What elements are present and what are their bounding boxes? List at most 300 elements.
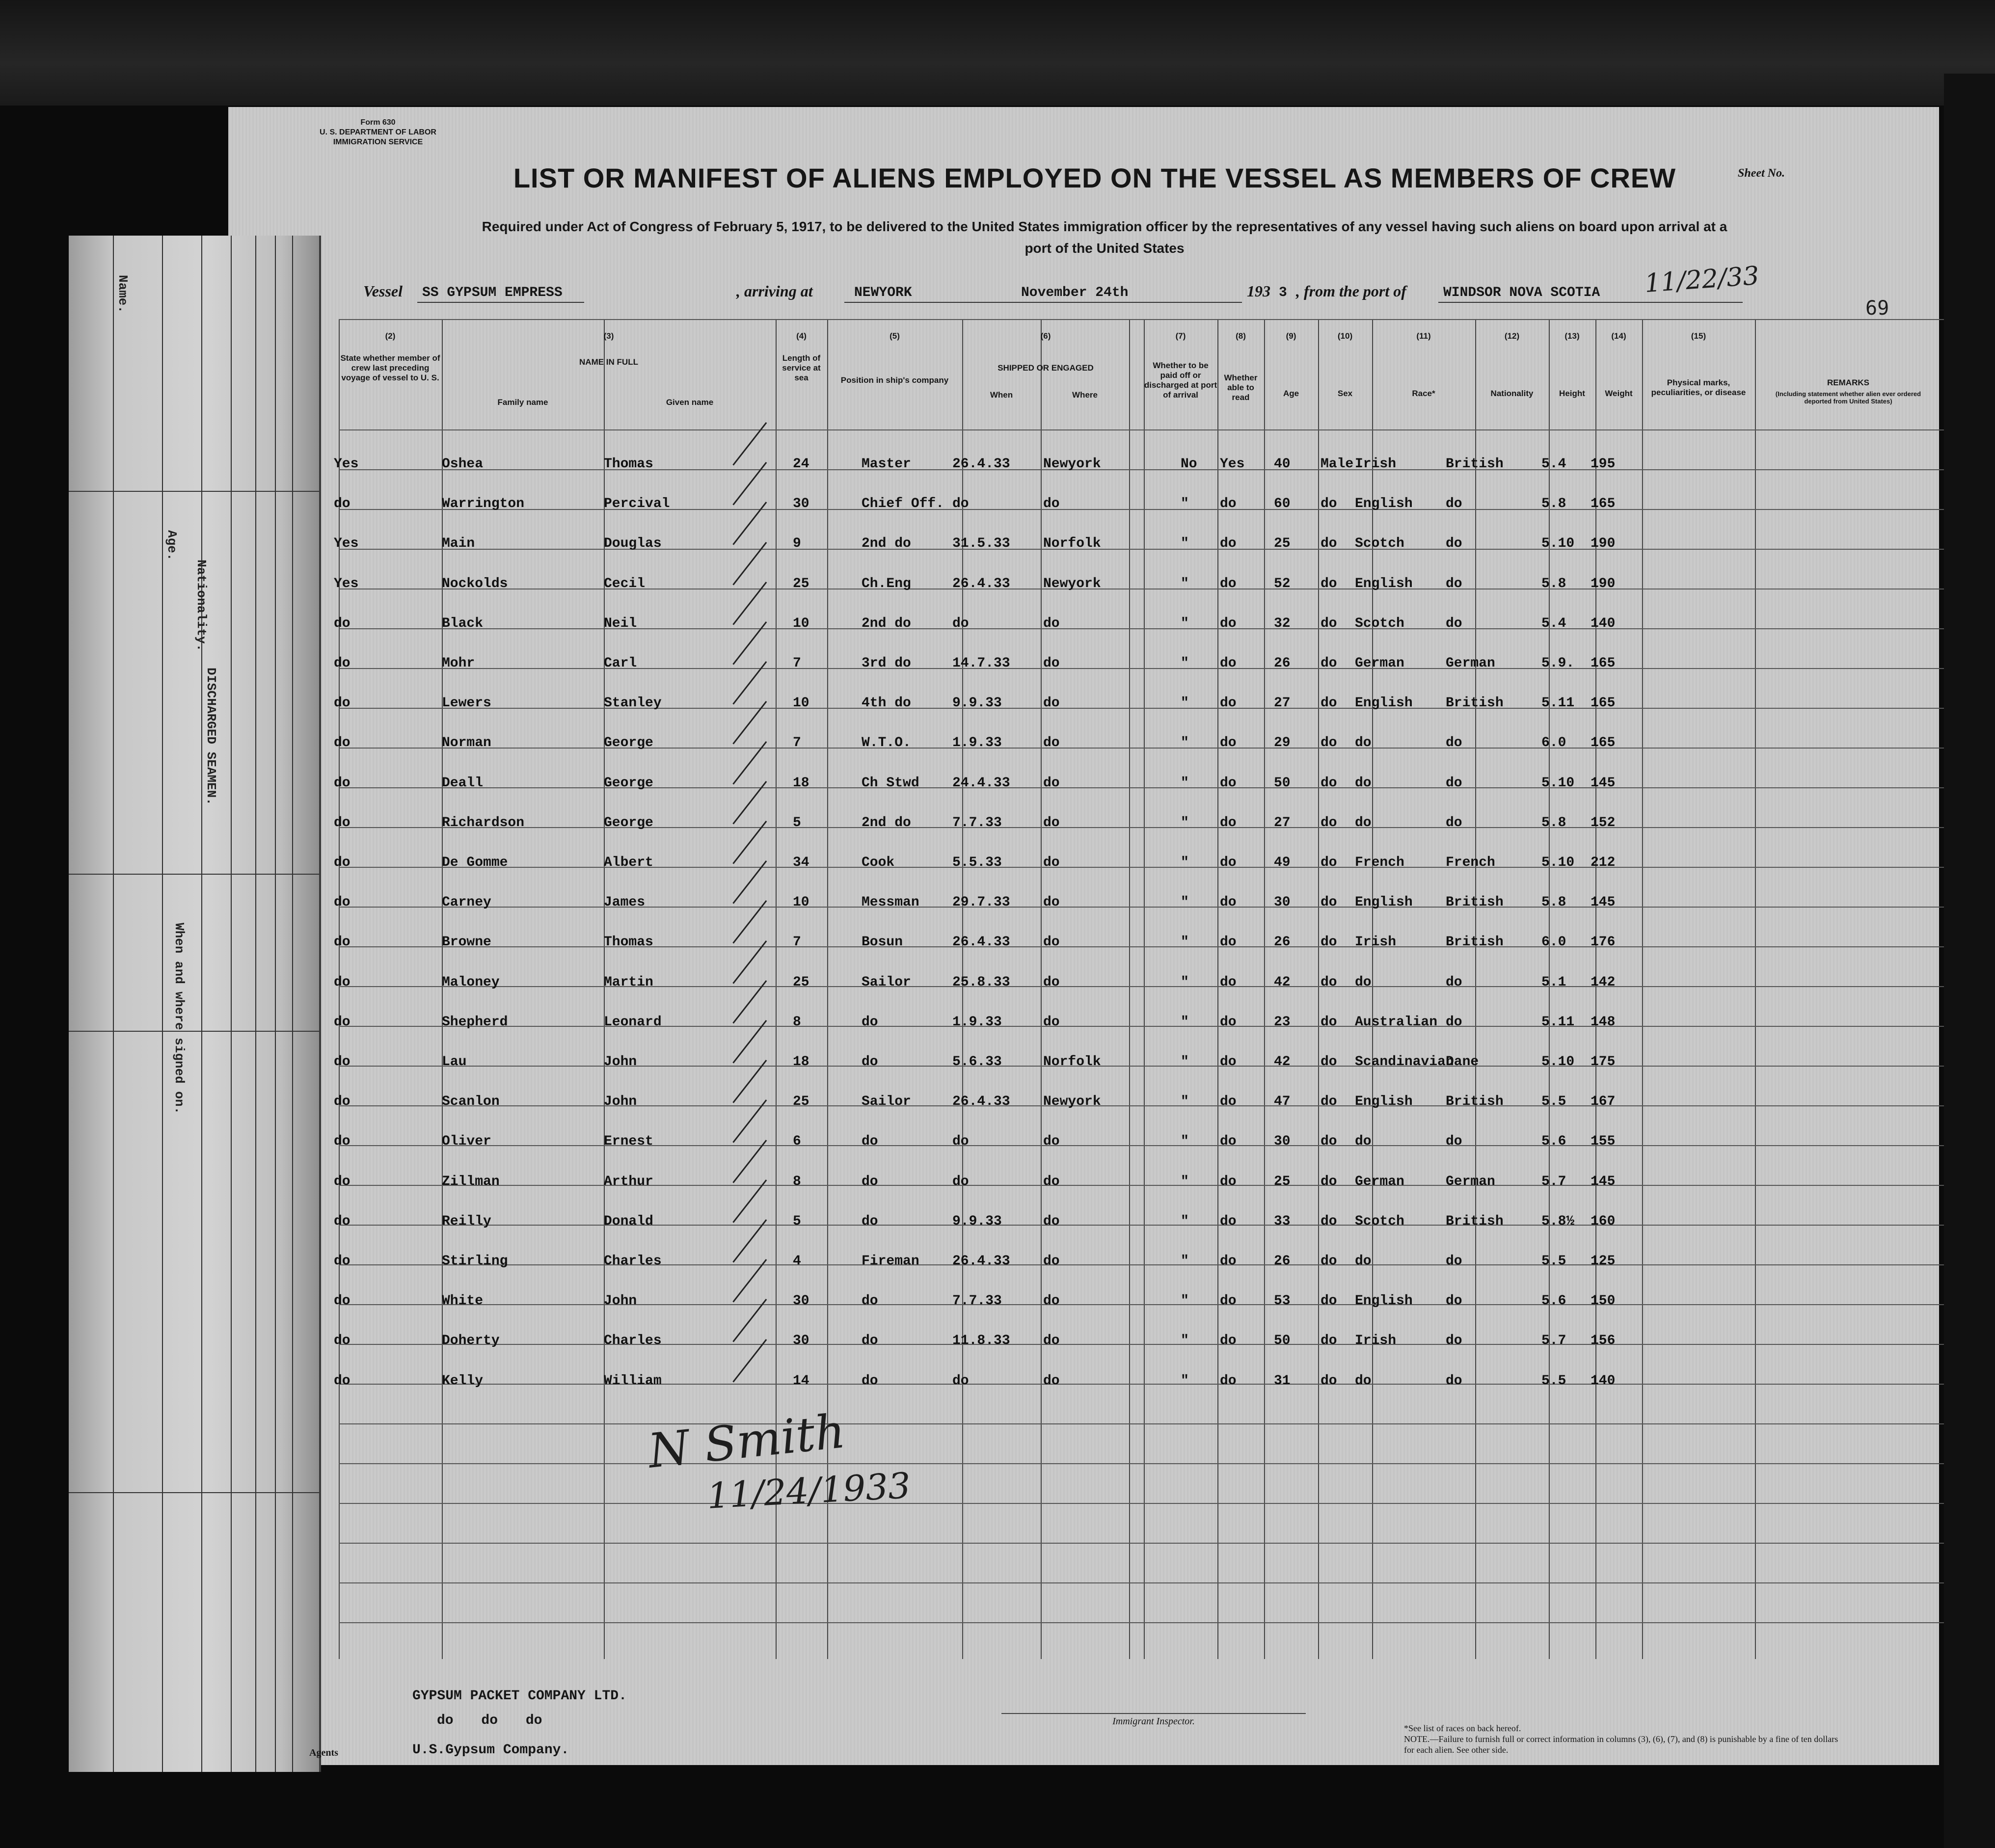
family-name-cell: Stirling <box>442 1254 508 1269</box>
sex-cell: do <box>1321 935 1337 950</box>
table-row-line <box>339 1225 1944 1226</box>
position-cell: do <box>862 1054 878 1070</box>
able-to-read-cell: do <box>1220 775 1237 791</box>
shipped-when-cell: do <box>952 1373 969 1389</box>
nationality-cell: British <box>1446 935 1504 950</box>
age-cell: 27 <box>1274 815 1291 830</box>
able-to-read-cell: do <box>1220 536 1237 552</box>
col-10-number: (10) <box>1337 331 1353 341</box>
paid-off-cell: " <box>1181 1254 1189 1269</box>
shipped-where-cell: do <box>1043 1213 1060 1229</box>
col-11-header: Race* <box>1412 389 1435 398</box>
nationality-cell: British <box>1446 895 1504 911</box>
table-row-line <box>339 319 1944 320</box>
table-column-line <box>1318 319 1319 1659</box>
fold-row-line <box>69 874 319 875</box>
age-cell: 25 <box>1274 536 1291 552</box>
table-row-line <box>339 1304 1944 1305</box>
page-number: 69 <box>1865 297 1889 320</box>
nationality-cell: do <box>1446 576 1462 591</box>
given-name-cell: Albert <box>604 855 653 870</box>
service-length-cell: 5 <box>793 1213 801 1229</box>
arrival-port: NEWYORK <box>854 285 912 300</box>
family-name-cell: Main <box>442 536 475 552</box>
company-name: GYPSUM PACKET COMPANY LTD. <box>412 1688 627 1704</box>
agents-name: U.S.Gypsum Company. <box>412 1742 569 1758</box>
race-cell: do <box>1355 1254 1372 1269</box>
age-cell: 33 <box>1274 1213 1291 1229</box>
height-cell: 5.8 <box>1541 576 1566 591</box>
last-voyage-cell: do <box>334 1293 350 1309</box>
shipped-when-cell: 7.7.33 <box>952 815 1002 830</box>
race-cell: English <box>1355 895 1413 911</box>
service-name: IMMIGRATION SERVICE <box>333 138 423 146</box>
table-row-line <box>339 708 1944 709</box>
position-cell: 3rd do <box>862 656 911 671</box>
nationality-cell: German <box>1446 1174 1495 1189</box>
fold-age-label: Age. <box>164 530 179 561</box>
given-name-cell: Leonard <box>604 1014 662 1030</box>
age-cell: 53 <box>1274 1293 1291 1309</box>
company-ditto: do do do <box>437 1713 542 1728</box>
position-cell: do <box>862 1333 878 1349</box>
last-voyage-cell: do <box>334 855 350 870</box>
col-3-number: (3) <box>603 331 614 341</box>
able-to-read-cell: do <box>1220 855 1237 870</box>
shipped-where-cell: Newyork <box>1043 1094 1101 1110</box>
age-cell: 26 <box>1274 935 1291 950</box>
age-cell: 50 <box>1274 775 1291 791</box>
service-length-cell: 14 <box>793 1373 809 1389</box>
family-name-cell: White <box>442 1293 484 1309</box>
age-cell: 50 <box>1274 1333 1291 1349</box>
position-cell: Sailor <box>862 1094 911 1110</box>
scan-border-right <box>1944 74 1995 1848</box>
last-voyage-cell: do <box>334 656 350 671</box>
height-cell: 5.10 <box>1541 1054 1575 1070</box>
height-cell: 5.7 <box>1541 1333 1566 1349</box>
weight-cell: 176 <box>1591 935 1616 950</box>
age-cell: 42 <box>1274 1054 1291 1070</box>
service-length-cell: 30 <box>793 496 809 512</box>
position-cell: 2nd do <box>862 536 911 552</box>
col-11-number: (11) <box>1416 331 1431 341</box>
handwritten-date-stamp: 11/22/33 <box>1644 261 1760 299</box>
age-cell: 49 <box>1274 855 1291 870</box>
able-to-read-cell: do <box>1220 656 1237 671</box>
last-voyage-cell: Yes <box>334 536 359 552</box>
col-7-header: Whether to be paid off or discharged at port of arrival <box>1144 361 1217 400</box>
given-name-cell: Martin <box>604 974 653 990</box>
sex-cell: do <box>1321 496 1337 512</box>
race-cell: English <box>1355 1293 1413 1309</box>
race-cell: do <box>1355 974 1372 990</box>
position-cell: Ch Stwd <box>862 775 919 791</box>
table-row-line <box>339 1105 1944 1106</box>
crew-table-grid <box>339 319 1944 1659</box>
paid-off-cell: " <box>1181 935 1189 950</box>
nationality-cell: German <box>1446 656 1495 671</box>
shipped-when-cell: 5.5.33 <box>952 855 1002 870</box>
position-cell: do <box>862 1213 878 1229</box>
shipped-where-cell: do <box>1043 855 1060 870</box>
race-cell: Scotch <box>1355 536 1404 552</box>
shipped-when-cell: 14.7.33 <box>952 656 1010 671</box>
sex-cell: do <box>1321 735 1337 751</box>
paid-off-cell: " <box>1181 1293 1189 1309</box>
weight-cell: 152 <box>1591 815 1616 830</box>
shipped-when-cell: 26.4.33 <box>952 1094 1010 1110</box>
last-voyage-cell: do <box>334 1213 350 1229</box>
shipped-where-cell: Newyork <box>1043 576 1101 591</box>
requirement-line-1: Required under Act of Congress of February 5, 1917, to be delivered to the United States immigration officer by the representatives of any vessel having such aliens on board upon arrival at a <box>482 219 1727 234</box>
height-cell: 5.10 <box>1541 536 1575 552</box>
table-column-line <box>1372 319 1373 1659</box>
last-voyage-cell: do <box>334 616 350 631</box>
shipped-when-cell: do <box>952 1134 969 1150</box>
given-name-cell: George <box>604 775 653 791</box>
sex-cell: do <box>1321 1373 1337 1389</box>
height-cell: 5.8 <box>1541 496 1566 512</box>
service-length-cell: 8 <box>793 1174 801 1189</box>
paid-off-cell: " <box>1181 1373 1189 1389</box>
weight-cell: 156 <box>1591 1333 1616 1349</box>
table-column-line <box>1129 319 1130 1659</box>
shipped-when-cell: do <box>952 496 969 512</box>
col-5-number: (5) <box>890 331 900 341</box>
able-to-read-cell: Yes <box>1220 456 1245 472</box>
last-voyage-cell: do <box>334 1254 350 1269</box>
table-column-line <box>1755 319 1756 1659</box>
service-length-cell: 7 <box>793 935 801 950</box>
nationality-cell: do <box>1446 1373 1462 1389</box>
height-cell: 5.4 <box>1541 456 1566 472</box>
sheet-number-label: Sheet No. <box>1738 167 1785 180</box>
given-name-cell: George <box>604 815 653 830</box>
fold-column-line <box>292 236 293 1772</box>
sex-cell: do <box>1321 974 1337 990</box>
last-voyage-cell: do <box>334 895 350 911</box>
col-5-header: Position in ship's company <box>840 375 949 385</box>
weight-cell: 165 <box>1591 656 1616 671</box>
family-name-cell: Richardson <box>442 815 525 830</box>
position-cell: do <box>862 1373 878 1389</box>
from-port-label: , from the port of <box>1296 282 1406 300</box>
given-name-cell: Stanley <box>604 696 662 711</box>
family-name-cell: Oshea <box>442 456 484 472</box>
table-column-line <box>1264 319 1265 1659</box>
nationality-cell: do <box>1446 1333 1462 1349</box>
fold-column-line <box>162 236 163 1772</box>
age-cell: 52 <box>1274 576 1291 591</box>
height-cell: 5.11 <box>1541 1014 1575 1030</box>
given-name-cell: Charles <box>604 1254 662 1269</box>
table-row-line <box>339 867 1944 868</box>
year-suffix: 3 <box>1279 285 1287 300</box>
height-cell: 5.8 <box>1541 895 1566 911</box>
race-cell: English <box>1355 496 1413 512</box>
position-cell: Ch.Eng <box>862 576 911 591</box>
age-cell: 30 <box>1274 1134 1291 1150</box>
height-cell: 5.10 <box>1541 775 1575 791</box>
family-name-cell: Deall <box>442 775 484 791</box>
col-6-header: SHIPPED OR ENGAGED <box>998 363 1094 373</box>
footnote <box>1404 1723 1846 1755</box>
col-6-when-header: When <box>990 390 1013 400</box>
last-voyage-cell: do <box>334 1134 350 1150</box>
shipped-when-cell: 26.4.33 <box>952 935 1010 950</box>
scan-border-top <box>0 0 1995 106</box>
shipped-where-cell: do <box>1043 1373 1060 1389</box>
col-12-header: Nationality <box>1490 389 1534 398</box>
paid-off-cell: No <box>1181 456 1197 472</box>
col-16-subheader: (Including statement whether alien ever ordered deported from United States) <box>1775 390 1921 405</box>
shipped-when-cell: 25.8.33 <box>952 974 1010 990</box>
shipped-where-cell: do <box>1043 1293 1060 1309</box>
last-voyage-cell: do <box>334 735 350 751</box>
nationality-cell: do <box>1446 536 1462 552</box>
service-length-cell: 25 <box>793 974 809 990</box>
able-to-read-cell: do <box>1220 496 1237 512</box>
sex-cell: do <box>1321 656 1337 671</box>
family-name-cell: Doherty <box>442 1333 500 1349</box>
position-cell: 2nd do <box>862 616 911 631</box>
shipped-where-cell: do <box>1043 775 1060 791</box>
table-column-line <box>1642 319 1643 1659</box>
weight-cell: 190 <box>1591 536 1616 552</box>
paid-off-cell: " <box>1181 1014 1189 1030</box>
weight-cell: 155 <box>1591 1134 1616 1150</box>
shipped-where-cell: do <box>1043 656 1060 671</box>
last-voyage-cell: do <box>334 815 350 830</box>
paid-off-cell: " <box>1181 815 1189 830</box>
last-voyage-cell: do <box>334 1373 350 1389</box>
paid-off-cell: " <box>1181 1213 1189 1229</box>
race-footnote: *See list of races on back hereof. <box>1404 1723 1521 1733</box>
paid-off-cell: " <box>1181 1333 1189 1349</box>
sex-cell: do <box>1321 1213 1337 1229</box>
position-cell: 2nd do <box>862 815 911 830</box>
paid-off-cell: " <box>1181 536 1189 552</box>
service-length-cell: 5 <box>793 815 801 830</box>
able-to-read-cell: do <box>1220 735 1237 751</box>
table-row-line <box>339 628 1944 629</box>
race-cell: Irish <box>1355 1333 1397 1349</box>
position-cell: Sailor <box>862 974 911 990</box>
sex-cell: do <box>1321 1293 1337 1309</box>
family-name-cell: Scanlon <box>442 1094 500 1110</box>
last-voyage-cell: Yes <box>334 456 359 472</box>
nationality-cell: do <box>1446 815 1462 830</box>
position-cell: Bosun <box>862 935 903 950</box>
age-cell: 30 <box>1274 895 1291 911</box>
weight-cell: 145 <box>1591 1174 1616 1189</box>
last-voyage-cell: do <box>334 1054 350 1070</box>
nationality-cell: Dane <box>1446 1054 1479 1070</box>
position-cell: Fireman <box>862 1254 919 1269</box>
family-name-cell: Norman <box>442 735 491 751</box>
fold-nationality-label: Nationality. <box>194 560 209 652</box>
col-6-where-header: Where <box>1072 390 1098 400</box>
nationality-cell: French <box>1446 855 1495 870</box>
service-length-cell: 30 <box>793 1293 809 1309</box>
sex-cell: do <box>1321 1094 1337 1110</box>
family-name-cell: Reilly <box>442 1213 491 1229</box>
age-cell: 26 <box>1274 656 1291 671</box>
service-length-cell: 6 <box>793 1134 801 1150</box>
signature-date: 11/24/1933 <box>706 1465 912 1517</box>
col-13-header: Height <box>1559 389 1585 398</box>
arriving-label: , arriving at <box>736 282 813 300</box>
able-to-read-cell: do <box>1220 1213 1237 1229</box>
last-voyage-cell: Yes <box>334 576 359 591</box>
col-15-number: (15) <box>1691 331 1706 341</box>
shipped-when-cell: 26.4.33 <box>952 456 1010 472</box>
able-to-read-cell: do <box>1220 616 1237 631</box>
race-cell: do <box>1355 735 1372 751</box>
service-length-cell: 30 <box>793 1333 809 1349</box>
service-length-cell: 34 <box>793 855 809 870</box>
table-row-line <box>339 668 1944 669</box>
weight-cell: 145 <box>1591 775 1616 791</box>
race-cell: French <box>1355 855 1404 870</box>
able-to-read-cell: do <box>1220 1373 1237 1389</box>
sex-cell: do <box>1321 815 1337 830</box>
last-voyage-cell: do <box>334 1094 350 1110</box>
given-name-header: Given name <box>666 398 714 407</box>
fold-column-line <box>201 236 202 1772</box>
paid-off-cell: " <box>1181 1094 1189 1110</box>
age-cell: 42 <box>1274 974 1291 990</box>
paid-off-cell: " <box>1181 496 1189 512</box>
table-row-line <box>339 509 1944 510</box>
family-name-cell: Oliver <box>442 1134 491 1150</box>
col-14-header: Weight <box>1605 389 1633 398</box>
nationality-cell: British <box>1446 1094 1504 1110</box>
age-cell: 31 <box>1274 1373 1291 1389</box>
weight-cell: 165 <box>1591 735 1616 751</box>
table-row-line <box>339 827 1944 828</box>
agents-label: Agents <box>309 1747 338 1758</box>
race-cell: Scotch <box>1355 1213 1404 1229</box>
given-name-cell: Carl <box>604 656 637 671</box>
able-to-read-cell: do <box>1220 576 1237 591</box>
height-cell: 5.8 <box>1541 815 1566 830</box>
height-cell: 5.9. <box>1541 656 1575 671</box>
table-row-line <box>339 429 1944 430</box>
paid-off-cell: " <box>1181 974 1189 990</box>
service-length-cell: 8 <box>793 1014 801 1030</box>
department-name: U. S. DEPARTMENT OF LABOR <box>320 128 436 136</box>
shipped-when-cell: 26.4.33 <box>952 576 1010 591</box>
table-row-line <box>339 1026 1944 1027</box>
given-name-cell: Neil <box>604 616 637 631</box>
age-cell: 23 <box>1274 1014 1291 1030</box>
col-2-header: State whether member of crew last preceding voyage of vessel to U. S. <box>340 353 440 382</box>
table-row-line <box>339 1145 1944 1146</box>
paid-off-cell: " <box>1181 1054 1189 1070</box>
family-name-cell: De Gomme <box>442 855 508 870</box>
family-name-cell: Zillman <box>442 1174 500 1189</box>
voyage-line <box>344 282 1865 307</box>
sex-cell: do <box>1321 616 1337 631</box>
col-3-header: NAME IN FULL <box>579 357 638 367</box>
height-cell: 5.6 <box>1541 1293 1566 1309</box>
race-cell: English <box>1355 1094 1413 1110</box>
col-4-number: (4) <box>796 331 807 341</box>
shipped-when-cell: 11.8.33 <box>952 1333 1010 1349</box>
service-length-cell: 10 <box>793 895 809 911</box>
nationality-cell: do <box>1446 496 1462 512</box>
position-cell: W.T.O. <box>862 735 911 751</box>
race-cell: English <box>1355 576 1413 591</box>
table-column-line <box>1475 319 1476 1659</box>
vessel-name: SS GYPSUM EMPRESS <box>422 285 563 300</box>
paid-off-cell: " <box>1181 696 1189 711</box>
given-name-cell: John <box>604 1293 637 1309</box>
nationality-cell: do <box>1446 616 1462 631</box>
able-to-read-cell: do <box>1220 1014 1237 1030</box>
weight-cell: 175 <box>1591 1054 1616 1070</box>
fold-column-line <box>275 236 276 1772</box>
age-cell: 47 <box>1274 1094 1291 1110</box>
table-row-line <box>339 946 1944 947</box>
year-label: 193 <box>1247 282 1270 300</box>
able-to-read-cell: do <box>1220 935 1237 950</box>
table-row-line <box>339 1582 1944 1583</box>
table-row-line <box>339 986 1944 987</box>
weight-cell: 150 <box>1591 1293 1616 1309</box>
table-row-line <box>339 1423 1944 1424</box>
col-8-header: Whether able to read <box>1224 373 1258 402</box>
given-name-cell: Percival <box>604 496 670 512</box>
fold-heading: DISCHARGED SEAMEN. <box>204 668 218 805</box>
table-column-line <box>1144 319 1145 1659</box>
shipped-when-cell: 1.9.33 <box>952 1014 1002 1030</box>
race-cell: do <box>1355 775 1372 791</box>
service-length-cell: 7 <box>793 656 801 671</box>
paid-off-cell: " <box>1181 616 1189 631</box>
weight-cell: 160 <box>1591 1213 1616 1229</box>
able-to-read-cell: do <box>1220 1054 1237 1070</box>
height-cell: 6.0 <box>1541 735 1566 751</box>
able-to-read-cell: do <box>1220 1134 1237 1150</box>
table-row-line <box>339 907 1944 908</box>
family-name-cell: Kelly <box>442 1373 484 1389</box>
family-name-cell: Lewers <box>442 696 491 711</box>
family-name-cell: Lau <box>442 1054 467 1070</box>
fold-column-line <box>231 236 232 1772</box>
height-cell: 5.8½ <box>1541 1213 1575 1229</box>
shipped-when-cell: do <box>952 1174 969 1189</box>
shipped-when-cell: 9.9.33 <box>952 1213 1002 1229</box>
table-column-line <box>1217 319 1218 1659</box>
position-cell: do <box>862 1014 878 1030</box>
nationality-cell: do <box>1446 974 1462 990</box>
col-14-number: (14) <box>1611 331 1626 341</box>
paid-off-cell: " <box>1181 855 1189 870</box>
table-row-line <box>339 748 1944 749</box>
fold-name-label: Name. <box>115 275 130 314</box>
height-cell: 5.5 <box>1541 1254 1566 1269</box>
col-4-header: Length of service at sea <box>782 353 821 382</box>
table-row-line <box>339 1463 1944 1464</box>
position-cell: 4th do <box>862 696 911 711</box>
arrival-date: November 24th <box>1021 285 1129 300</box>
position-cell: Cook <box>862 855 895 870</box>
shipped-where-cell: do <box>1043 815 1060 830</box>
form-identifier <box>304 118 452 147</box>
